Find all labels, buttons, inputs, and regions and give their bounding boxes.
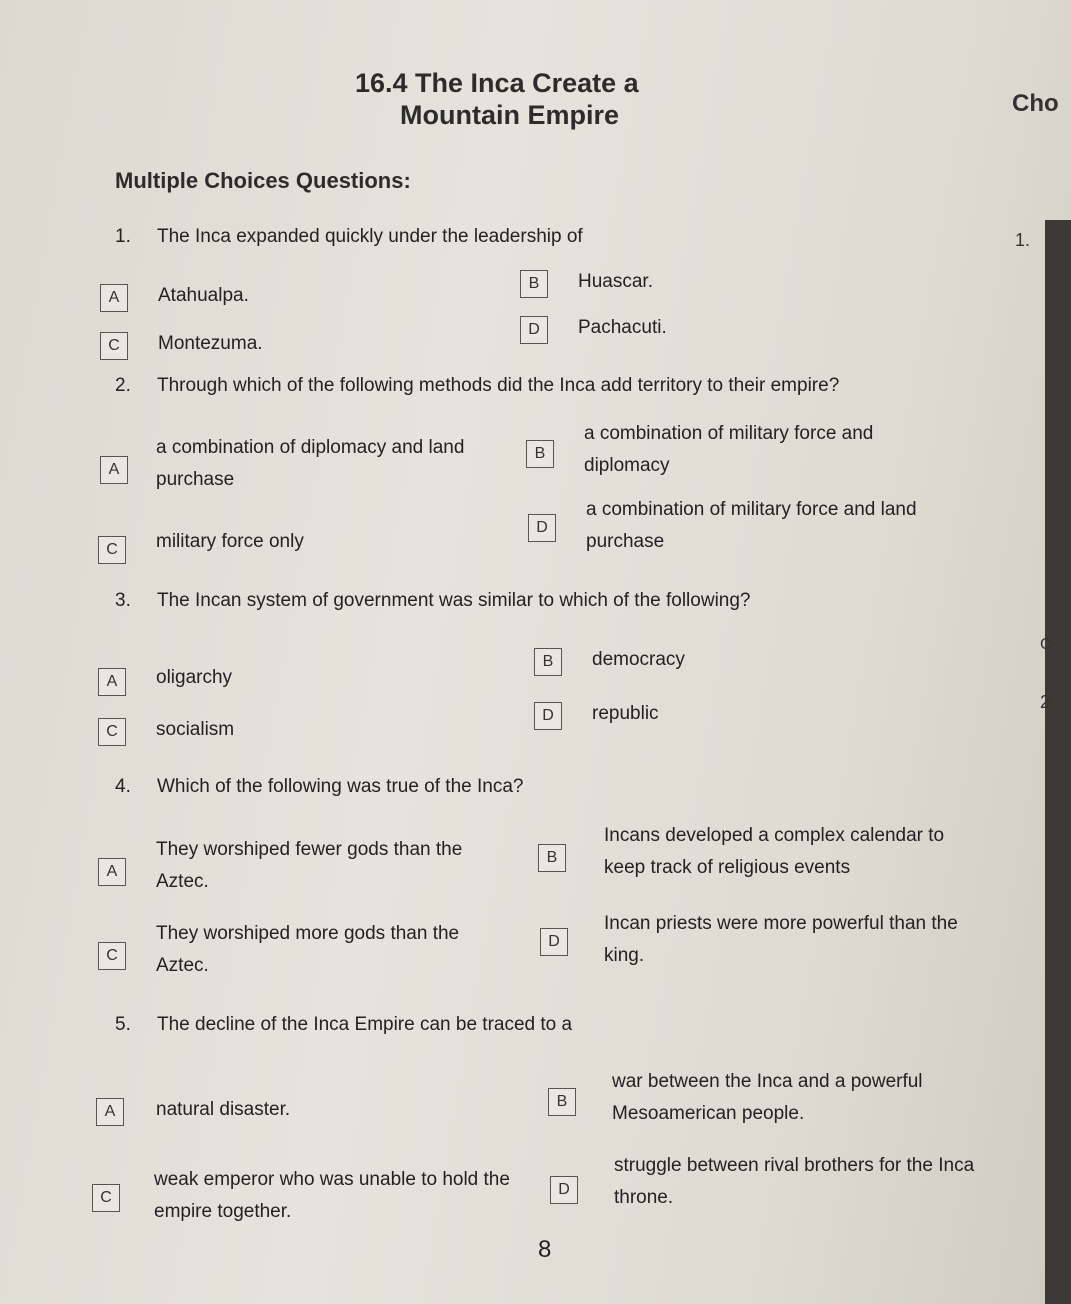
side-heading: Cho xyxy=(1012,90,1059,117)
question-text: Through which of the following methods did the Inca add territory to their empire? xyxy=(157,375,840,396)
option-text-5b: war between the Inca and a powerful Mesoamerican people. xyxy=(612,1071,923,1124)
option-text-2a: a combination of diplomacy and land purchase xyxy=(156,437,465,490)
option-box-4a[interactable]: A xyxy=(98,858,126,886)
side-mark-c: C xyxy=(1040,636,1052,653)
option-box-3d[interactable]: D xyxy=(534,702,562,730)
option-box-2b[interactable]: B xyxy=(526,440,554,468)
question-text: Which of the following was true of the Inca? xyxy=(157,776,524,797)
option-text-3b: democracy xyxy=(592,649,685,670)
worksheet-title-line1: 16.4 The Inca Create a xyxy=(355,68,639,98)
option-text-3d: republic xyxy=(592,703,659,724)
option-text-5c: weak emperor who was unable to hold the empire together. xyxy=(154,1169,510,1222)
option-box-1c[interactable]: C xyxy=(100,332,128,360)
question-number: 1. xyxy=(115,226,131,247)
option-text-4d: Incan priests were more powerful than the king. xyxy=(604,913,958,966)
option-text-4c: They worshiped more gods than the Aztec. xyxy=(156,923,460,976)
option-text-2d: a combination of military force and land purchase xyxy=(586,499,917,552)
option-box-5c[interactable]: C xyxy=(92,1184,120,1212)
option-text-1c: Montezuma. xyxy=(158,333,263,354)
question-number: 2. xyxy=(115,375,131,396)
question-1 xyxy=(115,226,583,248)
option-box-5b[interactable]: B xyxy=(548,1088,576,1116)
question-4 xyxy=(115,776,523,798)
option-box-2a[interactable]: A xyxy=(100,456,128,484)
option-text-3c: socialism xyxy=(156,719,235,740)
question-text: The Inca expanded quickly under the leadership of xyxy=(157,226,583,247)
option-box-2c[interactable]: C xyxy=(98,536,126,564)
option-box-4c[interactable]: C xyxy=(98,942,126,970)
question-number: 3. xyxy=(115,590,131,611)
option-box-4d[interactable]: D xyxy=(540,928,568,956)
option-box-3a[interactable]: A xyxy=(98,668,126,696)
option-box-1a[interactable]: A xyxy=(100,284,128,312)
side-mark-2: 2 xyxy=(1040,692,1051,712)
option-box-5d[interactable]: D xyxy=(550,1176,578,1204)
option-box-2d[interactable]: D xyxy=(528,514,556,542)
question-number: 5. xyxy=(115,1014,131,1035)
side-mark-1: 1. xyxy=(1015,230,1031,250)
option-text-2b: a combination of military force and diplomacy xyxy=(584,423,874,476)
section-heading: Multiple Choices Questions: xyxy=(115,168,411,193)
option-text-1d: Pachacuti. xyxy=(578,317,667,338)
option-text-3a: oligarchy xyxy=(156,667,233,688)
option-text-4b: Incans developed a complex calendar to keep track of religious events xyxy=(604,825,945,878)
option-text-5d: struggle between rival brothers for the Inca throne. xyxy=(614,1155,975,1208)
option-box-3b[interactable]: B xyxy=(534,648,562,676)
option-box-1b[interactable]: B xyxy=(520,270,548,298)
option-text-1b: Huascar. xyxy=(578,271,653,292)
page-number: 8 xyxy=(538,1236,552,1263)
option-box-5a[interactable]: A xyxy=(96,1098,124,1126)
question-text: The decline of the Inca Empire can be traced to a xyxy=(157,1014,573,1035)
option-text-2c: military force only xyxy=(156,531,304,552)
option-text-5a: natural disaster. xyxy=(156,1099,291,1120)
question-5 xyxy=(115,1014,572,1036)
question-3 xyxy=(115,590,751,612)
question-number: 4. xyxy=(115,776,131,797)
option-box-3c[interactable]: C xyxy=(98,718,126,746)
question-2 xyxy=(115,375,839,397)
worksheet-title-line2: Mountain Empire xyxy=(400,100,620,130)
option-text-1a: Atahualpa. xyxy=(158,285,249,306)
page-edge-shadow xyxy=(1045,220,1071,1304)
option-box-4b[interactable]: B xyxy=(538,844,566,872)
option-box-1d[interactable]: D xyxy=(520,316,548,344)
option-text-4a: They worshiped fewer gods than the Aztec. xyxy=(156,839,463,892)
question-text: The Incan system of government was similar to which of the following? xyxy=(157,590,751,611)
